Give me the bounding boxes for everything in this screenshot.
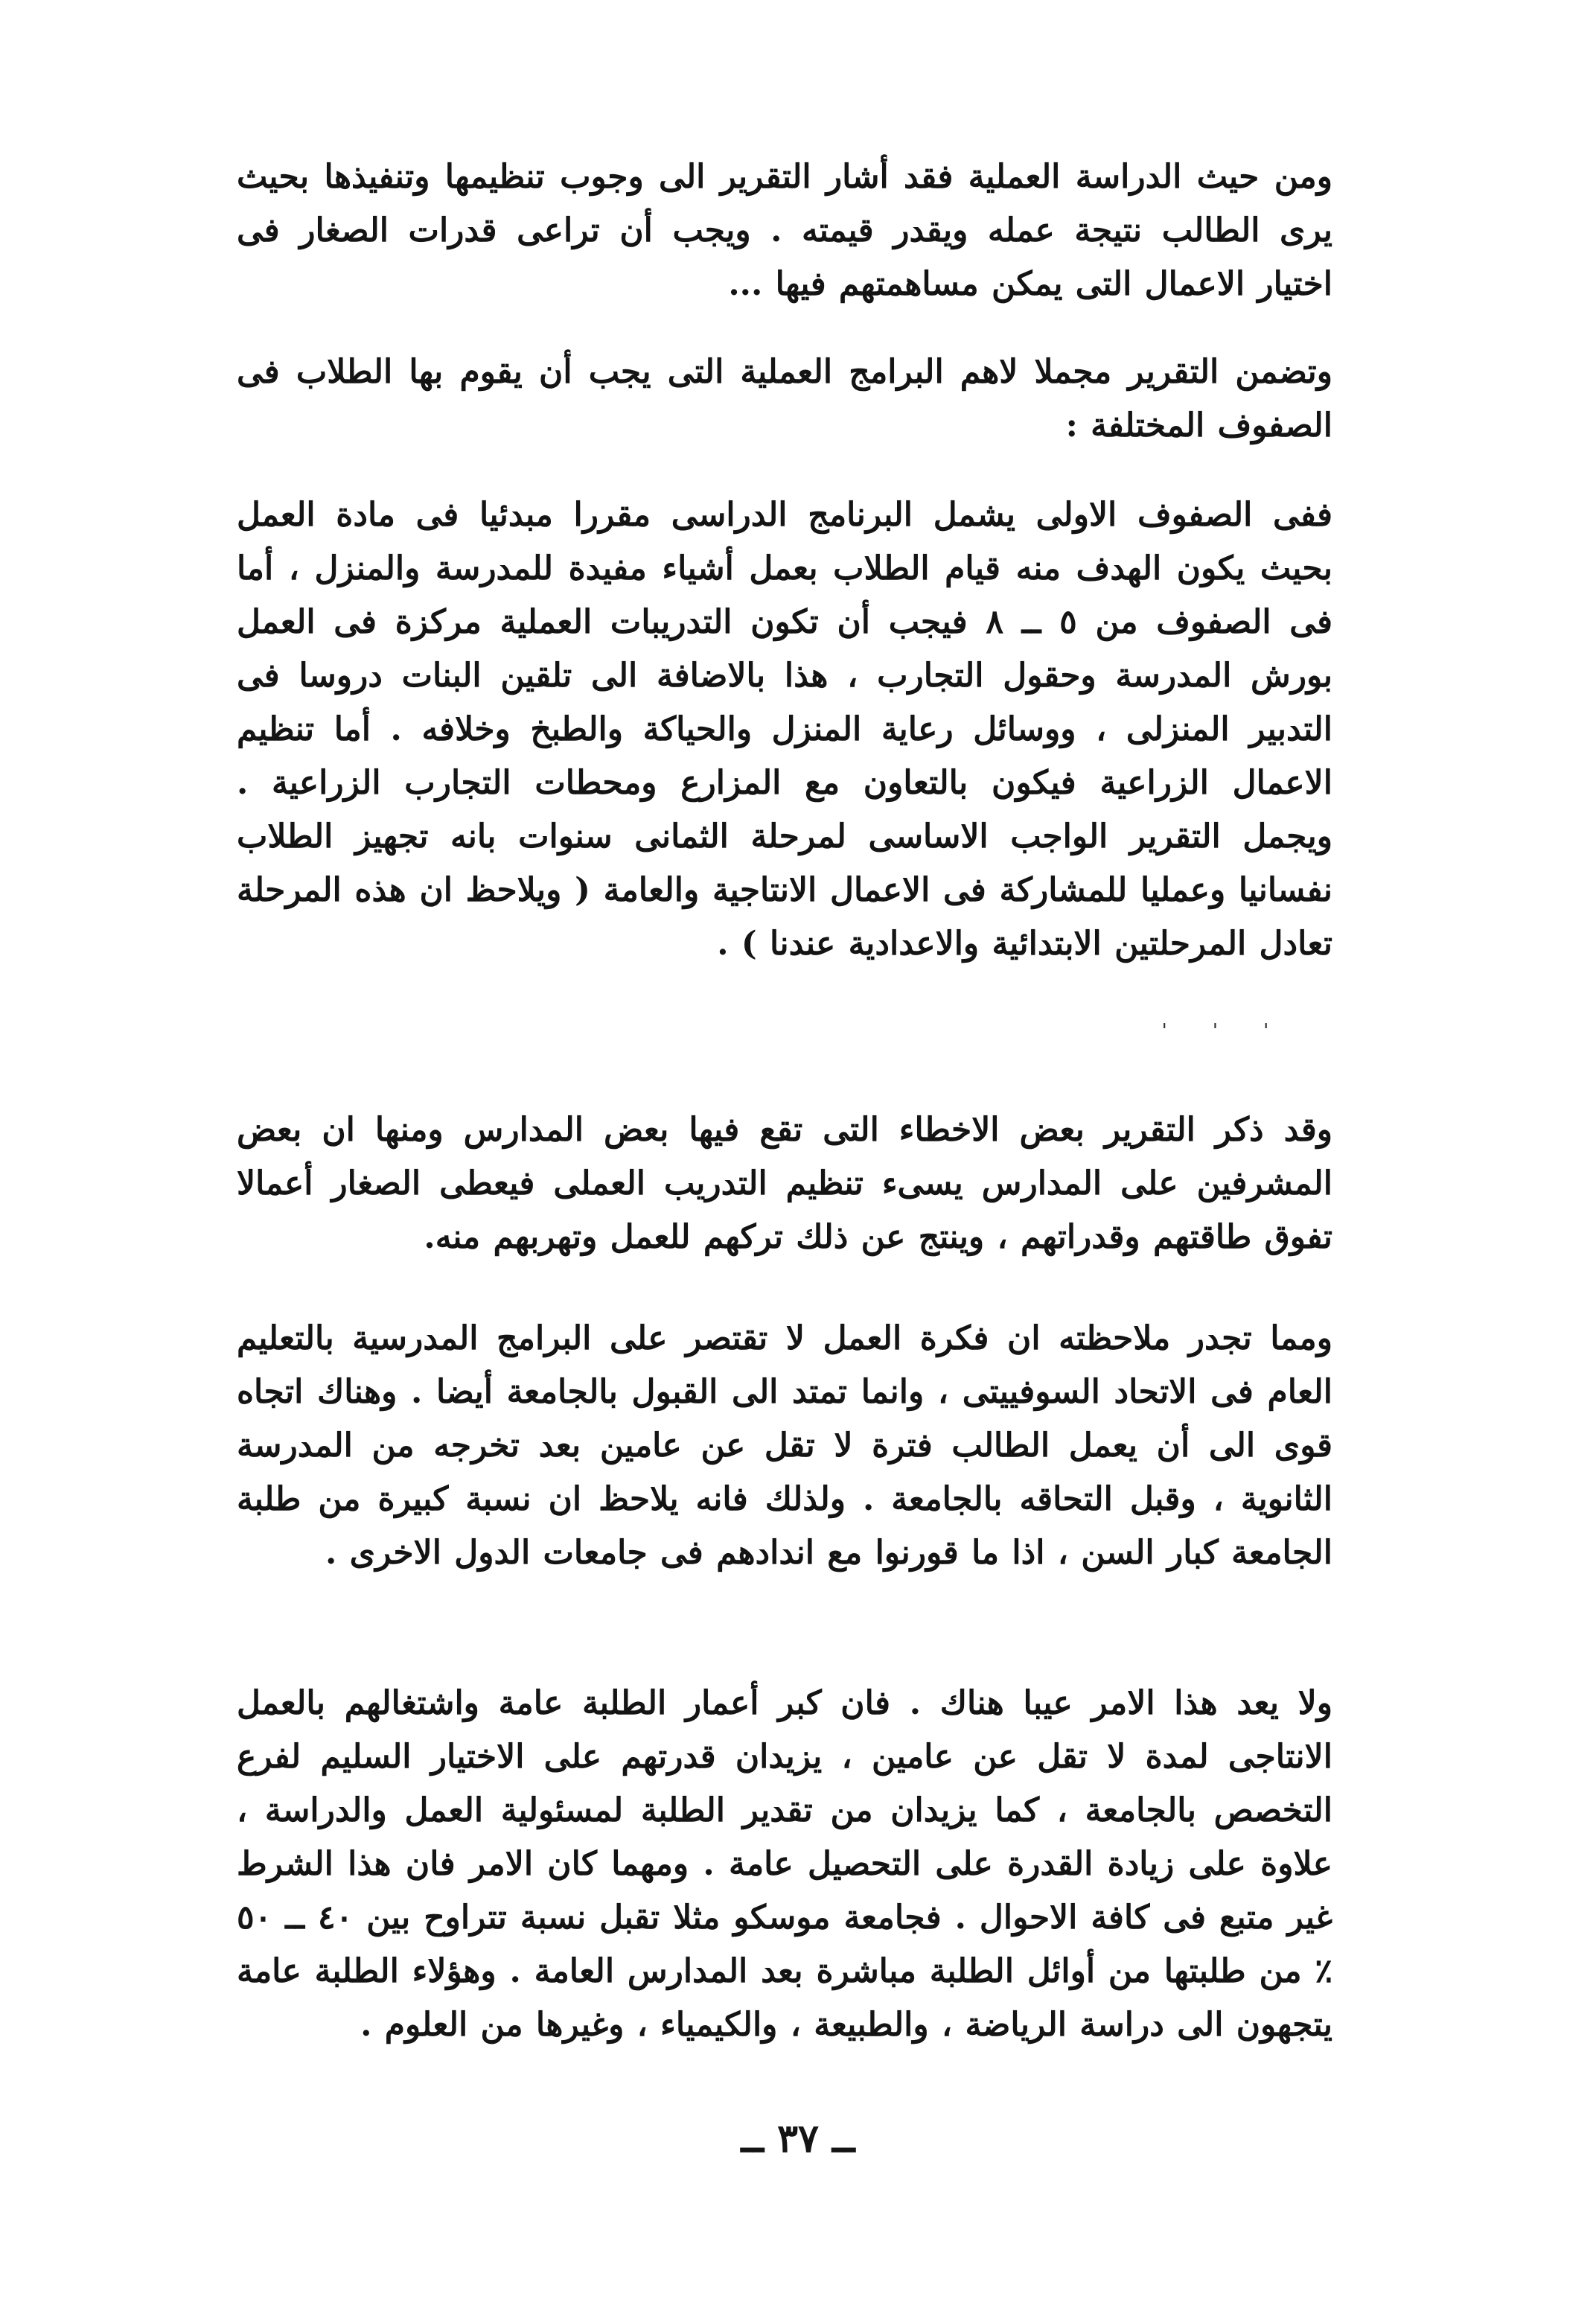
paragraph-practical-study: ومن حيث الدراسة العملية فقد أشار التقرير الى وجوب تنظيمها وتنفيذها بحيث يرى الطالب نتيجة عمله ويقدر قيمته . ويجب أن تراعى قدرات الصغار فى اختيار الاعمال التى يمكن مساهمتهم فيها ... <box>237 158 1332 303</box>
paragraph-grade-levels: ففى الصفوف الاولى يشمل البرنامج الدراسى مقررا مبدئيا فى مادة العمل بحيث يكون الهدف منه قيام الطلاب بعمل أشياء مفيدة للمدرسة والمنزل ، أما فى الصفوف من ٥ ــ ٨ فيجب أن تكون التدريبات العملية مركزة فى العمل بورش المدرسة وحقول التجارب ، هذا بالاضافة الى تلقين البنات دروسا فى التدبير المنزلى ، ووسائل رعاية المنزل والحياكة والطبخ وخلافه . أما تنظيم الاعمال الزراعية فيكون بالتعاون مع المزارع ومحطات التجارب الزراعية . ويجمل التقرير الواجب الاساسى لمرحلة الثمانى سنوات بانه تجهيز الطلاب نفسانيا وعمليا للمشاركة فى الاعمال الانتاجية والعامة ( ويلاحظ ان هذه المرحلة تعادل المرحلتين الابتدائية والاعدادية عندنا ) . <box>237 496 1332 963</box>
paragraph-school-mistakes: وقد ذكر التقرير بعض الاخطاء التى تقع فيها بعض المدارس ومنها ان بعض المشرفين على المدارس يسىء تنظيم التدريب العملى فيعطى الصغار أعمالا تفوق طاقتهم وقدراتهم ، وينتج عن ذلك تركهم للعمل وتهربهم منه. <box>237 1111 1332 1256</box>
paragraph-moscow-university: ولا يعد هذا الامر عيبا هناك . فان كبر أعمار الطلبة عامة واشتغالهم بالعمل الانتاجى لمدة لا تقل عن عامين ، يزيدان قدرتهم على الاختيار السليم لفرع التخصص بالجامعة ، كما يزيدان من تقدير الطلبة لمسئولية العمل والدراسة ، علاوة على زيادة القدرة على التحصيل عامة . ومهما كان الامر فان هذا الشرط غير متبع فى كافة الاحوال . فجامعة موسكو مثلا تقبل نسبة تتراوح بين ٤٠ ــ ٥٠ ٪ من طلبتها من أوائل الطلبة مباشرة بعد المدارس العامة . وهؤلاء الطلبة عامة يتجهون الى دراسة الرياضة ، والطبيعة ، والكيمياء ، وغيرها من العلوم . <box>237 1684 1333 2044</box>
paragraph-report-programs: وتضمن التقرير مجملا لاهم البرامج العملية التى يجب أن يقوم بها الطلاب فى الصفوف المختلفة : <box>237 353 1332 444</box>
scan-specks: ˈˈˈ <box>1161 1020 1314 1046</box>
paragraph-university-admission: ومما تجدر ملاحظته ان فكرة العمل لا تقتصر على البرامج المدرسية بالتعليم العام فى الاتحاد السوفييتى ، وانما تمتد الى القبول بالجامعة أيضا . وهناك اتجاه قوى الى أن يعمل الطالب فترة لا تقل عن عامين بعد تخرجه من المدرسة الثانوية ، وقبل التحاقه بالجامعة . ولذلك فانه يلاحظ ان نسبة كبيرة من طلبة الجامعة كبار السن ، اذا ما قورنوا مع اندادهم فى جامعات الدول الاخرى . <box>237 1319 1332 1572</box>
page-number: ــ ٣٧ ــ <box>741 2116 855 2161</box>
